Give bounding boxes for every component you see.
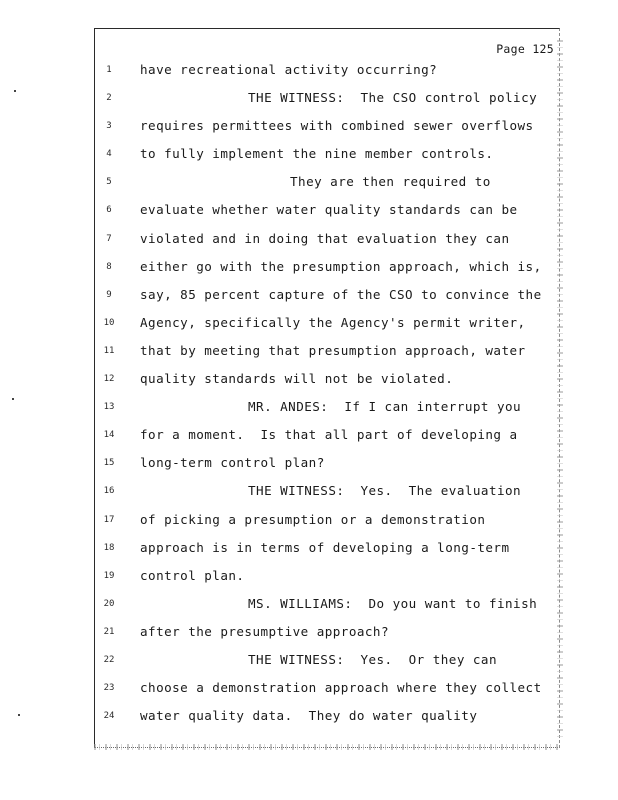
line-text: THE WITNESS: The CSO control policy [248,90,538,106]
transcript-line [94,56,560,84]
line-number: 15 [103,458,115,469]
line-number: 24 [103,711,115,722]
transcript-line [94,421,560,449]
line-number: 5 [106,177,112,188]
line-text: evaluate whether water quality standards can be [140,202,518,218]
transcript-lines [94,56,560,730]
line-number: 22 [103,654,115,665]
line-number: 1 [106,65,112,75]
transcript-line [94,225,560,253]
line-text: choose a demonstration approach where they collect [140,680,542,696]
line-text: quality standards will not be violated. [140,371,454,387]
line-text: THE WITNESS: Yes. Or they can [248,651,497,667]
transcript-line [94,196,560,224]
transcript-line [94,674,560,702]
transcript-line [94,506,560,534]
line-text: water quality data. They do water quality [140,708,478,724]
line-number: 19 [103,570,115,581]
line-text: They are then required to [290,174,491,190]
line-number: 8 [106,261,112,272]
line-number: 23 [103,683,115,694]
line-number: 14 [103,430,115,441]
transcript-line [94,590,560,618]
transcript-line [94,309,560,337]
line-number: 9 [106,289,112,300]
line-text: have recreational activity occurring? [140,62,438,77]
line-text: THE WITNESS: Yes. The evaluation [248,483,522,499]
transcript-line [94,562,560,590]
line-number: 10 [103,317,115,328]
transcript-line [94,534,560,562]
line-number: 20 [103,598,115,609]
transcript-line [94,449,560,477]
transcript-line [94,646,560,674]
transcript-line [94,365,560,393]
line-text: violated and in doing that evaluation they can [140,230,510,246]
line-text: say, 85 percent capture of the CSO to convince the [140,286,542,302]
transcript-line [94,393,560,421]
line-text: of picking a presumption or a demonstration [140,511,486,527]
line-text: MS. WILLIAMS: Do you want to finish [248,595,538,611]
scan-speck [18,714,20,716]
line-text: Agency, specifically the Agency's permit writer, [140,314,526,330]
transcript-line [94,477,560,505]
line-number: 17 [103,514,115,525]
transcript-line [94,618,560,646]
line-number: 11 [103,345,115,356]
line-text: that by meeting that presumption approach, water [140,342,526,358]
line-number: 18 [103,542,115,553]
line-text: requires permittees with combined sewer overflows [140,118,534,134]
transcript-line [94,253,560,281]
transcript-line [94,84,560,112]
line-text: MR. ANDES: If I can interrupt you [248,399,522,415]
line-text: to fully implement the nine member controls. [140,146,494,162]
transcript-line [94,281,560,309]
line-text: either go with the presumption approach, which is, [140,258,542,274]
line-number: 12 [103,374,115,385]
transcript-line [94,168,560,196]
line-number: 7 [106,233,112,244]
transcript-line [94,140,560,168]
scan-speck [12,398,14,400]
line-number: 2 [106,93,112,104]
line-number: 16 [103,486,115,497]
line-number: 13 [103,402,115,413]
line-text: after the presumptive approach? [140,623,389,639]
line-text: approach is in terms of developing a long-term [140,539,510,555]
transcript-line [94,337,560,365]
scan-edge-noise-bottom [94,744,560,750]
line-number: 6 [106,205,112,216]
transcript-line [94,112,560,140]
scan-speck [14,90,16,92]
line-number: 3 [106,121,112,132]
line-text: control plan. [140,567,245,583]
line-text: long-term control plan? [140,455,325,471]
page-number: Page 125 [496,42,554,56]
line-number: 4 [106,149,112,160]
line-number: 21 [103,626,115,637]
line-text: for a moment. Is that all part of developing a [140,427,518,443]
transcript-line [94,702,560,730]
